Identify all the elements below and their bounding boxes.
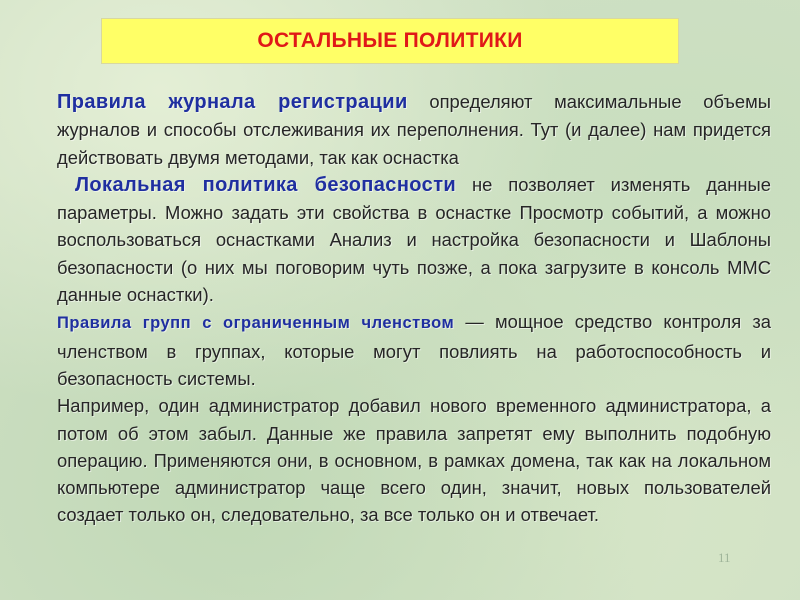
slide-title-bar [101, 18, 679, 64]
term-local-policy: Локальная политика безопасности [75, 173, 457, 196]
paragraph-local-policy [57, 171, 771, 308]
paragraph-log-rules-text: определяют максимальные объемы журналов и способы отслеживания их переполнения. Тут (и далее) нам придется действовать двумя методами, так как оснастка [57, 91, 771, 168]
paragraph-local-policy-text: не позволяет изменять данные параметры. Можно задать эти свойства в оснастке Просмотр событий, а можно воспользоваться оснастками Анализ и настройка безопасности и Шаблоны безопасности (о них мы поговорим чуть позже, а пока загрузите в консоль ММС данные оснастки). [57, 173, 771, 306]
slide-body [57, 88, 771, 529]
term-log-rules: Правила журнала регистрации [57, 91, 408, 113]
paragraph-example [57, 392, 771, 528]
slide-title: ОСТАЛЬНЫЕ ПОЛИТИКИ [257, 29, 523, 52]
paragraph-example-text: Например, один администратор добавил нового временного администратора, а потом об этом забыл. Данные же правила запретят ему выполнить подобную операцию. Применяются они, в основном, в рамках домена, так как на локальном компьютере администратор чаще всего один, значит, новых пользователей создает только он, следовательно, за все только он и отвечает. [57, 395, 771, 526]
paragraph-log-rules [57, 88, 771, 171]
paragraph-restricted-groups [57, 308, 771, 392]
page-number: 11 [718, 550, 731, 565]
term-restricted-groups: Правила групп с ограниченным членством [57, 314, 455, 333]
paragraph-restricted-groups-text: — мощное средство контроля за членством в группах, которые могут повлиять на работоспособность и безопасность системы. [57, 311, 772, 389]
